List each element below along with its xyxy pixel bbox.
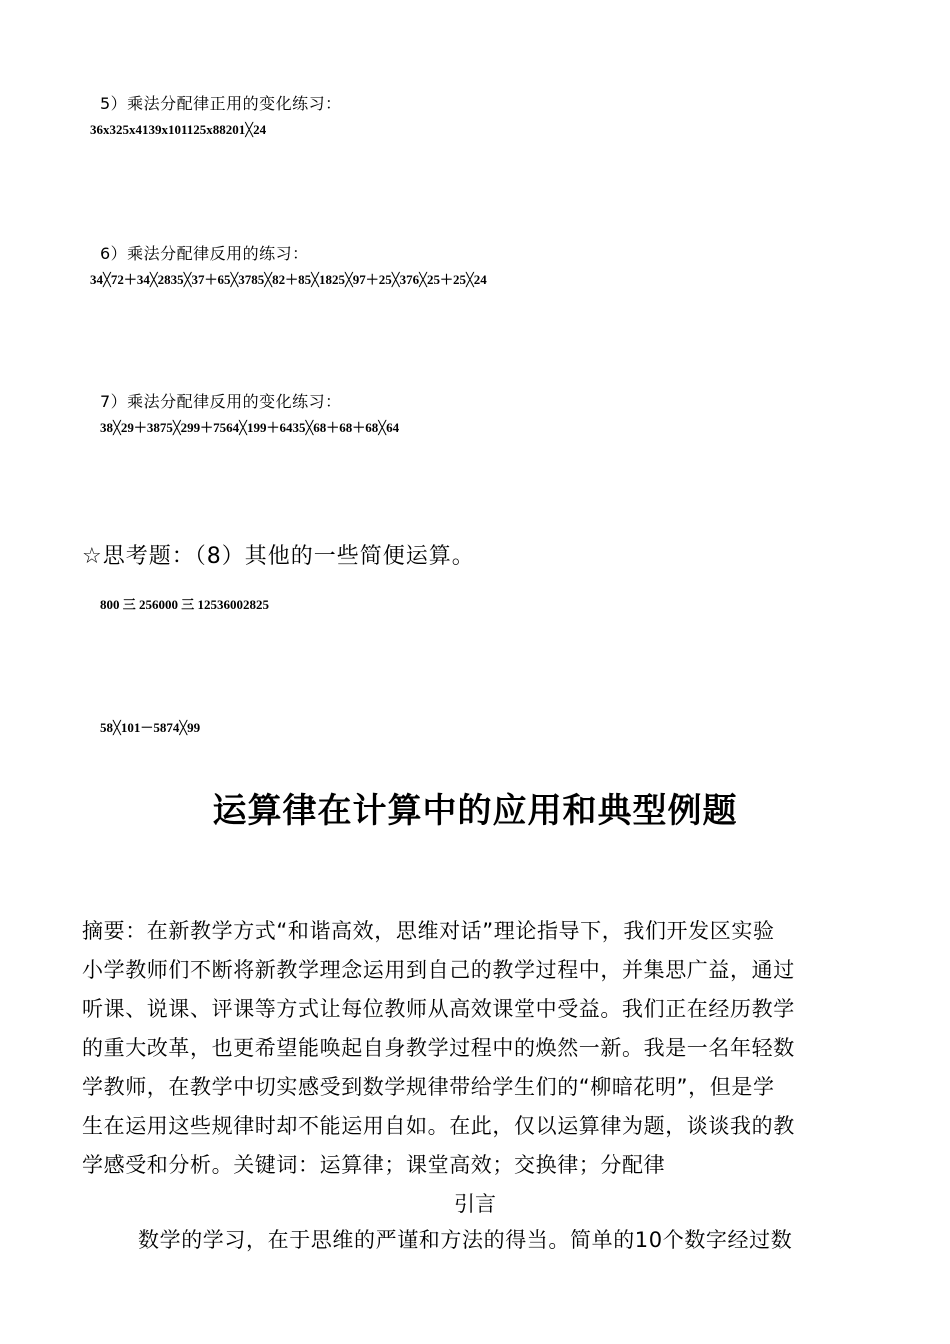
thinking-question-title: ☆思考题：（8）其他的一些简便运算。: [82, 544, 475, 569]
exercise-5-title: 5）乘法分配律正用的变化练习：: [100, 94, 342, 113]
abstract-line: 学感受和分析。关键词：运算律；课堂高效；交换律；分配律: [82, 1153, 666, 1177]
exercise-7-formula: 38╳29＋3875╳299＋7564╳199＋6435╳68＋68＋68╳64: [100, 420, 400, 435]
thinking-formula-2: 58╳101－5874╳99: [100, 720, 201, 735]
abstract-line: 生在运用这些规律时却不能运用自如。在此，仅以运算律为题，谈谈我的教: [82, 1114, 795, 1138]
abstract-line: 学教师，在教学中切实感受到数学规律带给学生们的“柳暗花明”，但是学: [82, 1075, 775, 1099]
exercise-5-formula: 36x325x4139x101125x88201╳24: [90, 122, 267, 137]
section-heading: 引言: [454, 1192, 496, 1216]
abstract-line: 小学教师们不断将新教学理念运用到自己的教学过程中，并集思广益，通过: [82, 958, 795, 982]
intro-paragraph: 数学的学习，在于思维的严谨和方法的得当。简单的10个数字经过数: [138, 1228, 793, 1252]
exercise-7-title: 7）乘法分配律反用的变化练习：: [100, 392, 342, 411]
abstract-line: 的重大改革，也更希望能唤起自身教学过程中的焕然一新。我是一名年轻数: [82, 1036, 795, 1060]
abstract-line: 听课、说课、评课等方式让每位教师从高效课堂中受益。我们正在经历教学: [82, 997, 795, 1021]
abstract-line: 摘要：在新教学方式“和谐高效，思维对话”理论指导下，我们开发区实验: [82, 919, 775, 943]
exercise-6-title: 6）乘法分配律反用的练习：: [100, 244, 309, 263]
thinking-formula-1: 800 三 256000 三 12536002825: [100, 597, 270, 612]
article-title: 运算律在计算中的应用和典型例题: [212, 791, 738, 831]
exercise-6-formula: 34╳72＋34╳2835╳37＋65╳3785╳82＋85╳1825╳97＋25╳376╳25＋25╳24: [90, 272, 487, 287]
abstract-block: [82, 912, 872, 1185]
